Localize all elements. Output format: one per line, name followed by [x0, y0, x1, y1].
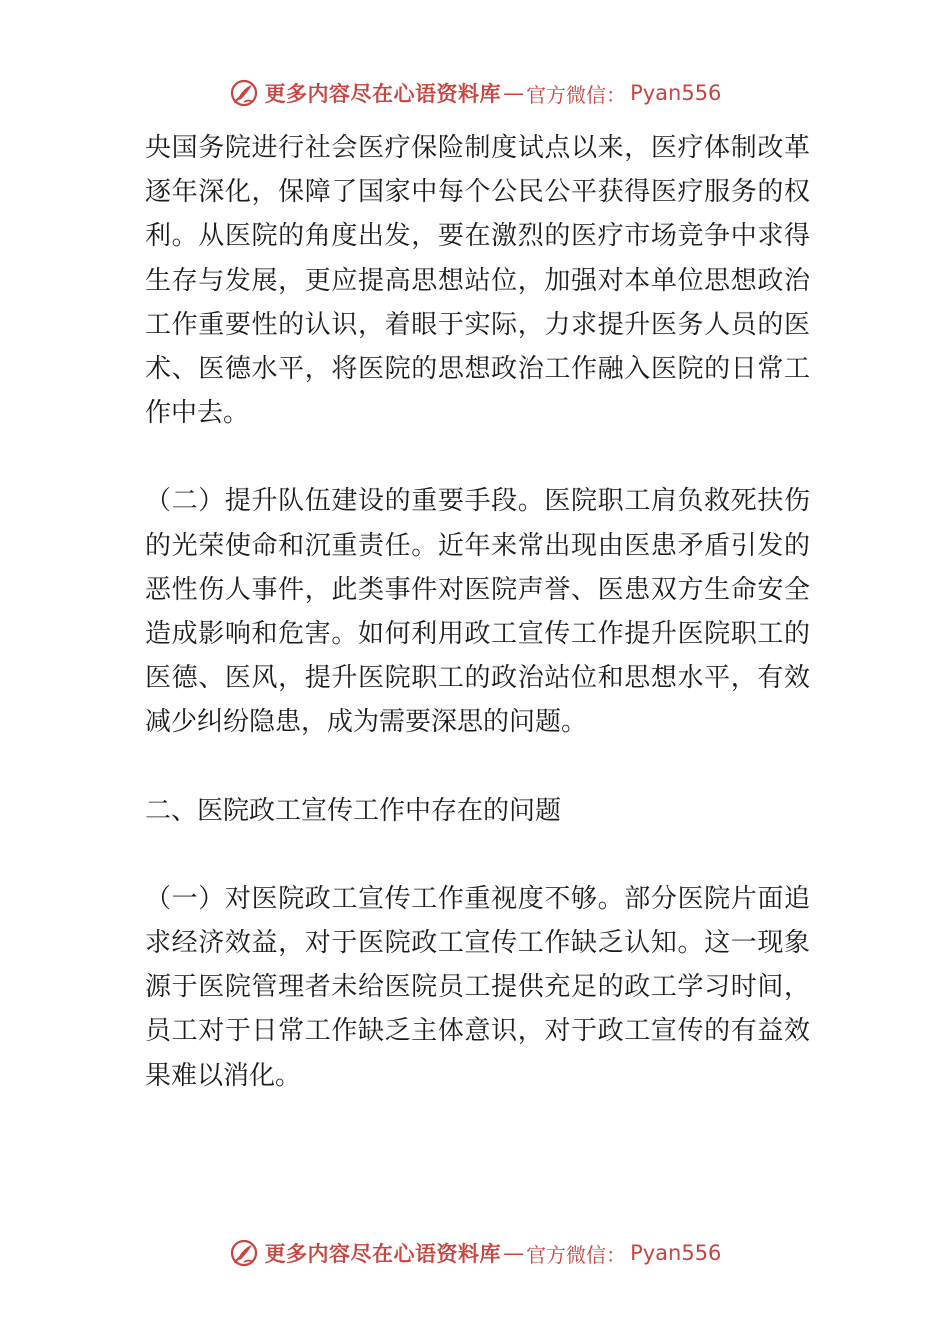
banner-title: 更多内容尽在心语资料库: [264, 81, 502, 106]
banner-wechat-id: Pyan556: [630, 1241, 722, 1265]
quill-ribbon-logo-icon: [229, 78, 259, 108]
body-paragraph: 央国务院进行社会医疗保险制度试点以来，医疗体制改革逐年深化，保障了国家中每个公民公平获得医疗服务的权利。从医院的角度出发，要在激烈的医疗市场竞争中求得生存与发展，更应提高思想站位，加强对本单位思想政治工作重要性的认识，着眼于实际，力求提升医务人员的医术、医德水平，将医院的思想政治工作融入医院的日常工作中去。: [145, 133, 810, 429]
header-banner: [0, 71, 950, 115]
quill-ribbon-logo-icon: [229, 1238, 259, 1268]
banner-title: 更多内容尽在心语资料库: [264, 1241, 502, 1266]
section-heading: 二、医院政工宣传工作中存在的问题: [145, 795, 562, 826]
banner-wechat-label: 官方微信：: [526, 1242, 627, 1267]
body-paragraph: （二）提升队伍建设的重要手段。医院职工肩负救死扶伤的光荣使命和沉重责任。近年来常出现由医患矛盾引发的恶性伤人事件，此类事件对医院声誉、医患双方生命安全造成影响和危害。如何利用政工宣传工作提升医院职工的医德、医风，提升医院职工的政治站位和思想水平，有效减少纠纷隐患，成为需要深思的问题。: [145, 486, 810, 738]
banner-separator: —: [503, 81, 525, 105]
banner-separator: —: [503, 1241, 525, 1265]
body-paragraph: （一）对医院政工宣传工作重视度不够。部分医院片面追求经济效益，对于医院政工宣传工作缺乏认知。这一现象源于医院管理者未给医院员工提供充足的政工学习时间，员工对于日常工作缺乏主体意识，对于政工宣传的有益效果难以消化。: [145, 883, 810, 1091]
banner-wechat-label: 官方微信：: [526, 82, 627, 107]
document-body: [145, 126, 810, 1098]
footer-banner: [0, 1231, 950, 1275]
banner-wechat-id: Pyan556: [630, 81, 722, 105]
